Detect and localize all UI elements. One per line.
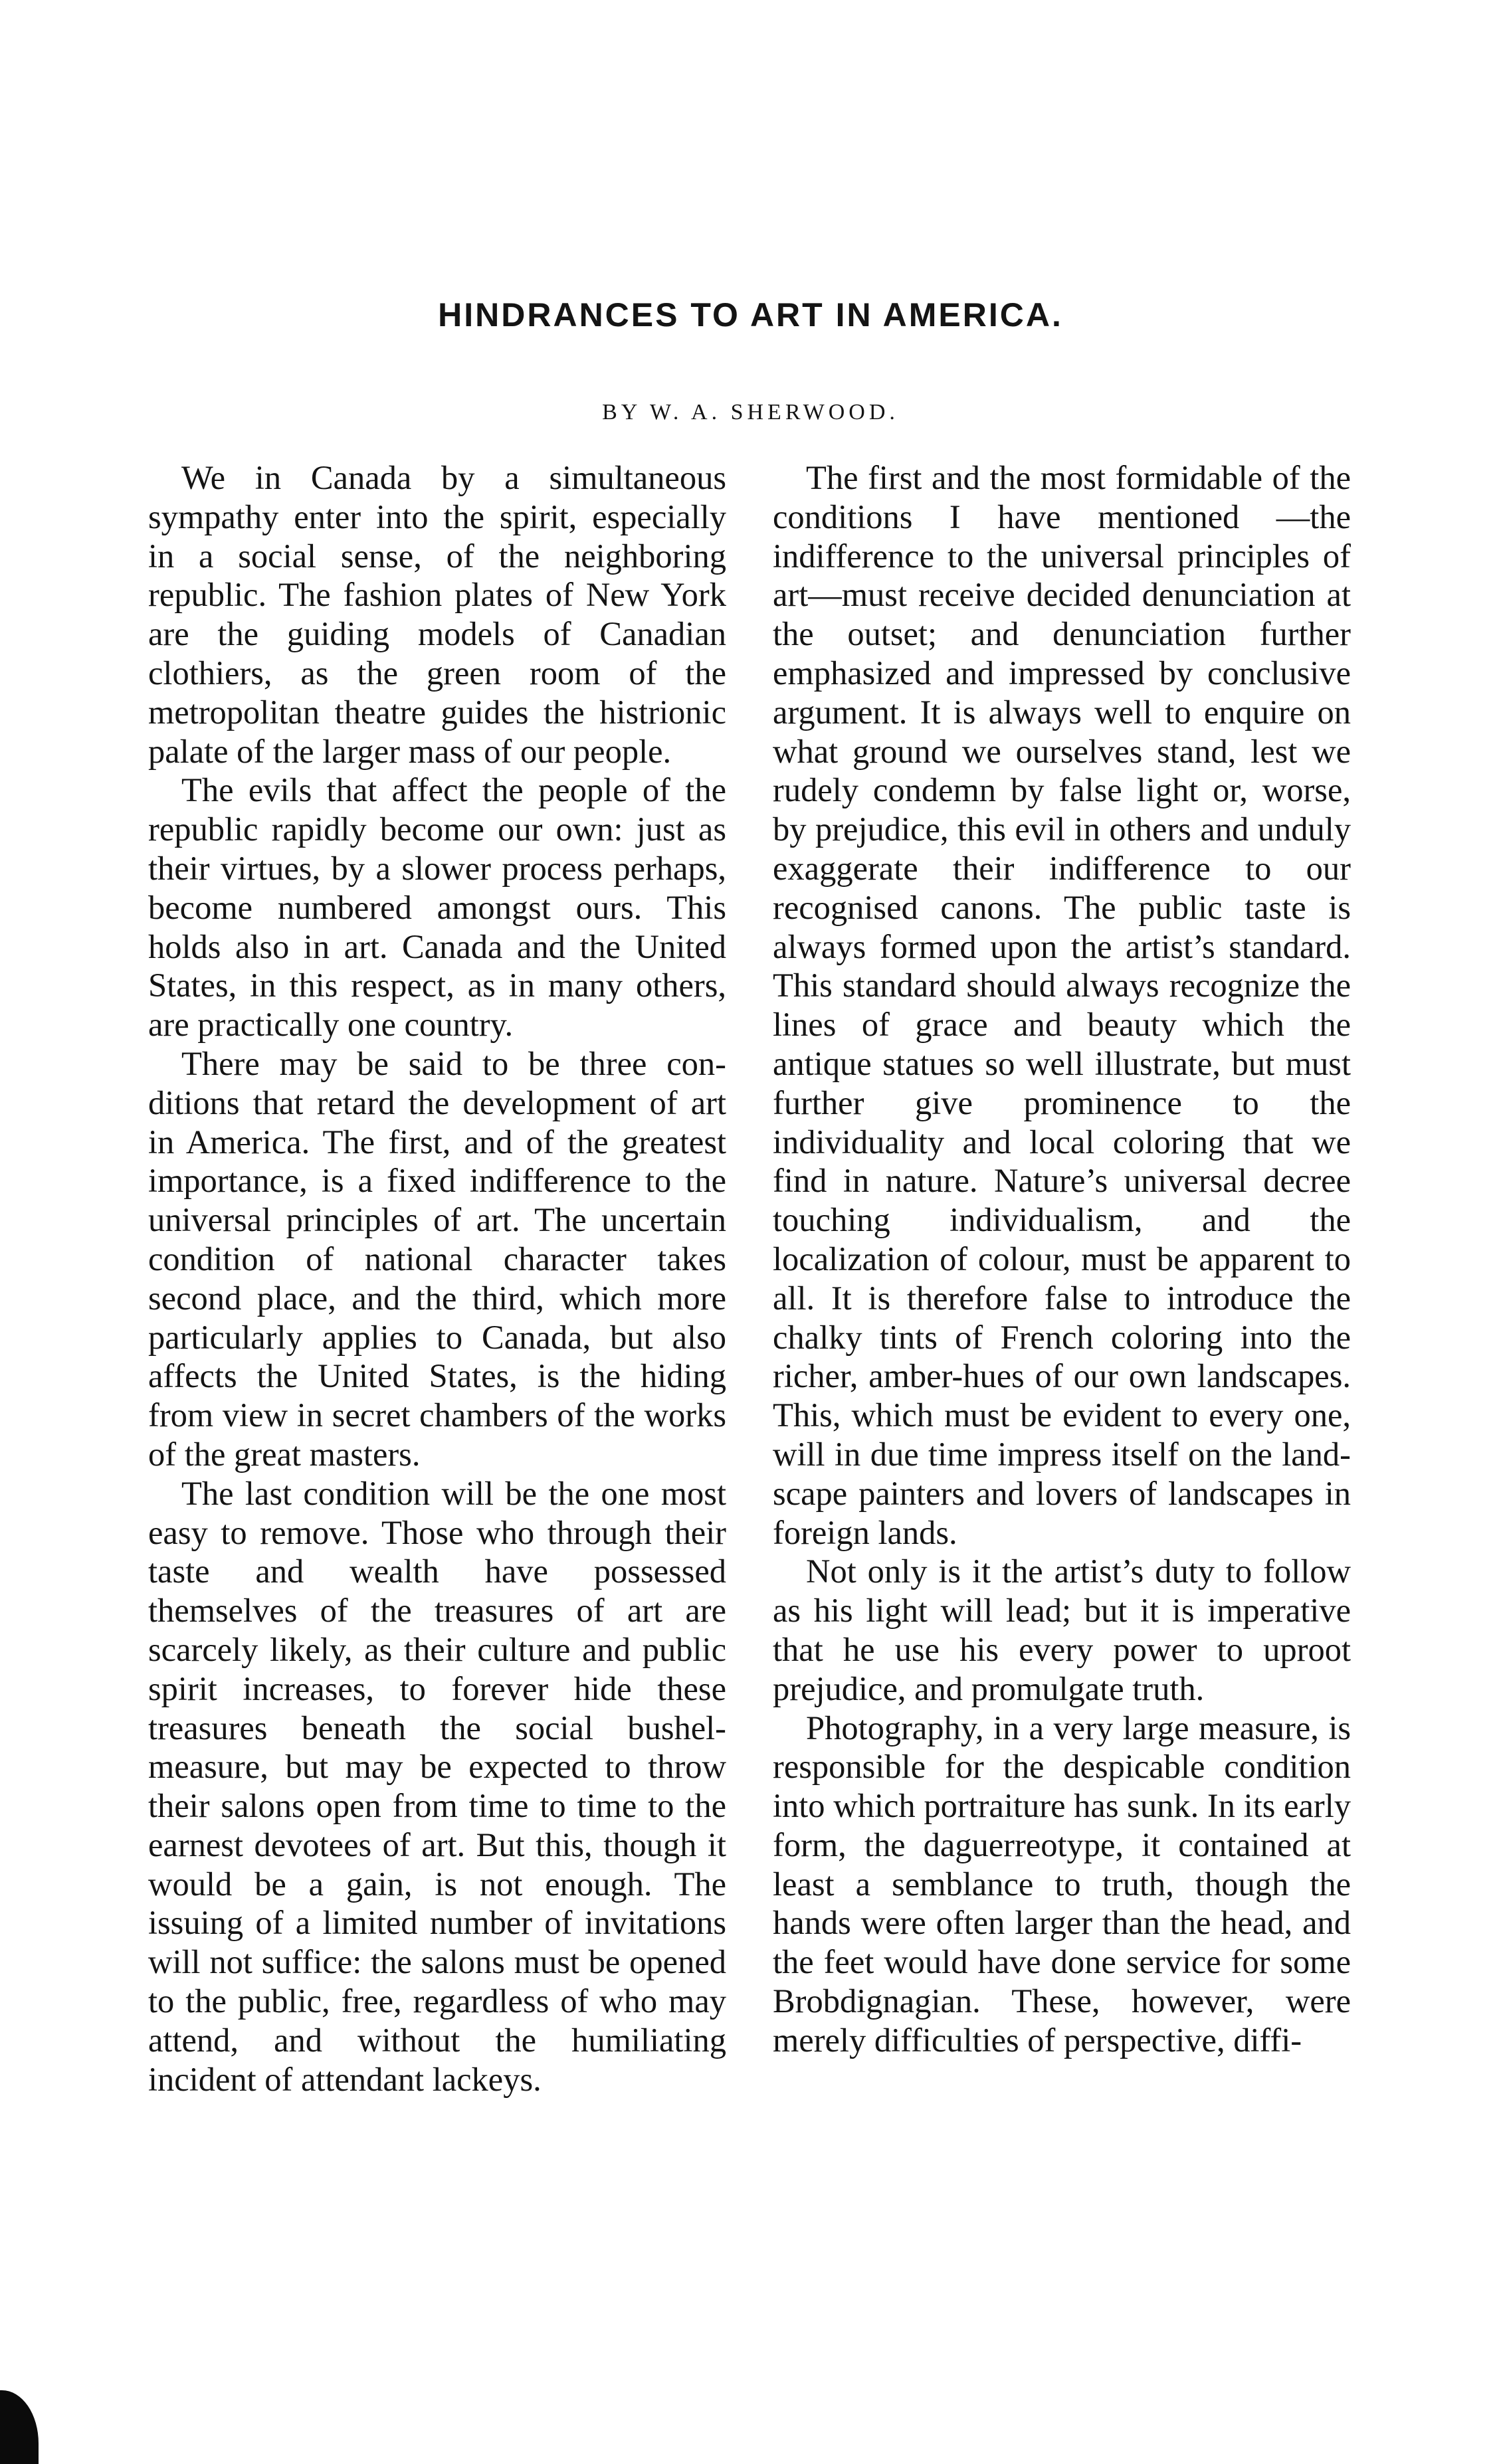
paragraph: We in Canada by a simultaneous sympathy enter into the spirit, especially in a social sense, of the neighboring republic. The fashion plates of New York are the guiding models of Canadian clothiers, as the green room of the metropolitan theatre guides the histrionic palate of the larger mass of our people.: [148, 459, 726, 770]
paragraph: The first and the most formidable of the conditions I have mentioned —the indifference to the universal principles of art—must receive decided denunciation at the outset; and denunciation further emphasized and impressed by conclusive argument. It is always well to enquire on what ground we ourselves stand, lest we rudely condemn by false light or, worse, by prejudice, this evil in others and unduly exaggerate their indifference to our recognised canons. The public taste is always formed upon the artist’s standard. This standard should always recognize the lines of grace and beauty which the antique statues so well illustrate, but must further give prominence to the individuality and local coloring that we find in nature. Nature’s universal decree touching individualism, and the localization of colour, must be apparent to all. It is therefore false to introduce the chalky tints of French coloring into the richer, amber-hues of our own landscapes. This, which must be evident to every one, will in due time impress itself on the landscape painters and lovers of landscapes in foreign lands.: [773, 459, 1351, 1551]
paragraph: Not only is it the artist’s duty to follow as his light will lead; but it is imperative that he use his every power to uproot prejudice, and promulgate truth.: [773, 1553, 1351, 1707]
paragraph: Photography, in a very large measure, is responsible for the despicable condition into which portraiture has sunk. In its early form, the daguerreotype, it contained at least a semblance to truth, though the hands were often larger than the head, and the feet would have done service for some Brobdignagian. These, however, were merely difficulties of perspective, diffi-: [773, 1709, 1351, 2059]
scan-edge-mark: [0, 2390, 39, 2464]
right-column: [773, 458, 1351, 2060]
article-byline: BY W. A. SHERWOOD.: [602, 400, 899, 425]
paragraph: The evils that affect the people of the republic rapidly become our own: just as their virtues, by a slower process perhaps, become numbered amongst ours. This holds also in art. Canada and the United States, in this respect, as in many others, are practically one country.: [148, 771, 726, 1044]
paragraph: There may be said to be three conditions that retard the development of art in America. The first, and of the greatest importance, is a fixed indifference to the universal principles of art. The uncertain condition of national character takes second place, and the third, which more particularly applies to Canada, but also affects the United States, is the hiding from view in secret chambers of the works of the great masters.: [148, 1044, 726, 1473]
left-column: [148, 458, 726, 2099]
paragraph: The last condition will be the one most easy to remove. Those who through their taste and wealth have possessed themselves of the treasures of art are scarcely likely, as their culture and public spirit increases, to forever hide these treasures beneath the social bushel-measure, but may be expected to throw their salons open from time to time to the earnest devotees of art. But this, though it would be a gain, is not enough. The issuing of a limited number of invitations will not suffice: the salons must be opened to the public, free, regardless of who may attend, and without the humiliating incident of attendant lackeys.: [148, 1474, 726, 2098]
article-title: HINDRANCES TO ART IN AMERICA.: [438, 296, 1063, 333]
